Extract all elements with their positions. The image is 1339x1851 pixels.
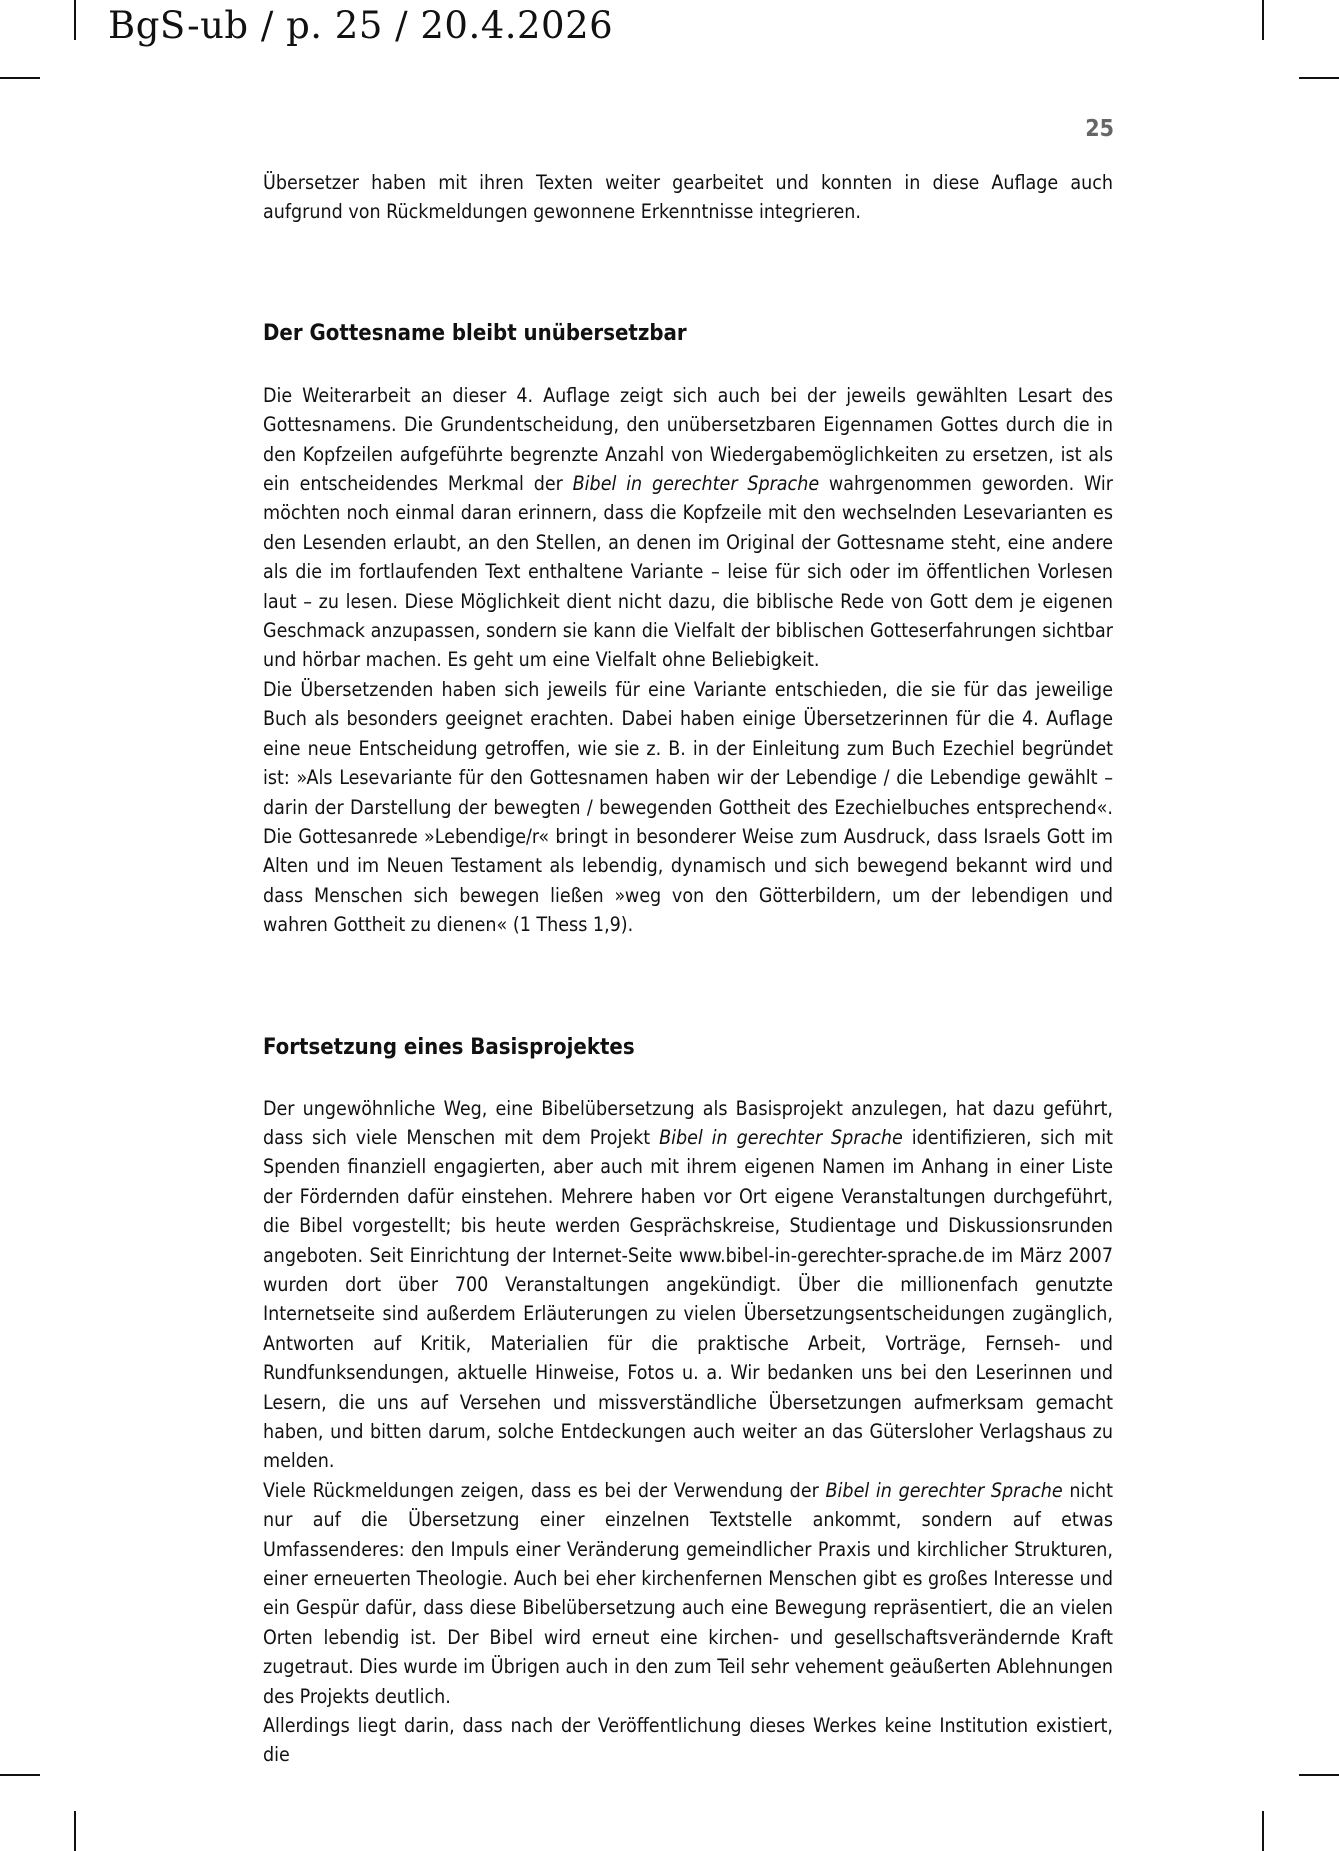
crop-mark-top-right-vertical xyxy=(1262,0,1264,40)
paragraph-basisprojekt-2 xyxy=(263,1476,1113,1711)
paragraph-gottesname-2: Die Übersetzenden haben sich jeweils für eine Variante entschieden, die sie für das jeweilige Buch als besonders geeignet erachten. Dabei haben einige Übersetzerinnen für die 4. Auflage eine neue Entscheidung getroffen, wie sie z. B. in der Einleitung zum Buch Ezechiel begründet ist: »Als Lesevariante für den Gottesnamen haben wir der Lebendige / die Lebendige gewählt – darin der Darstellung der bewegten / bewegenden Gottheit des Ezechielbuches entsprechend«. Die Gottesanrede »Lebendige/r« bringt in besonderer Weise zum Ausdruck, dass Israels Gott im Alten und im Neuen Testament als lebendig, dynamisch und sich bewegend bekannt wird und dass Menschen sich bewegen ließen »weg von den Götterbildern, um der lebendigen und wahren Gottheit zu dienen« (1 Thess 1,9). xyxy=(263,677,1113,937)
italic-title: Bibel in gerechter Sprache xyxy=(572,472,820,496)
crop-mark-bottom-right-horizontal xyxy=(1299,1774,1339,1776)
text-span: Viele Rückmeldungen zeigen, dass es bei der Verwendung der xyxy=(263,1478,826,1502)
intro-paragraph: Übersetzer haben mit ihren Texten weiter gearbeitet und konnten in diese Auflage auch aufgrund von Rückmeldungen gewonnene Erkenntnisse integrieren. xyxy=(263,171,1113,224)
crop-mark-top-left-vertical xyxy=(74,0,76,40)
text-span: identifizieren, sich mit Spenden finanziell engagierten, aber auch mit ihrem eigenen Namen im Anhang in einer Liste der Fördernden dafür einstehen. Mehrere haben vor Ort eigene Veranstaltungen durchgeführt, die Bibel vorgestellt; bis heute werden Gesprächskreise, Studientage und Diskussionsrunden angeboten. Seit Einrichtung der Internet-Seite www.bibel-in-gerechter-sprache.de im März 2007 wurden dort über 700 Veranstaltungen angekündigt. Über die millionenfach genutzte Internetseite sind außerdem Erläuterungen zu vielen Übersetzungsentscheidungen zugänglich, Antworten auf Kritik, Materialien für die praktische Arbeit, Vorträge, Fernseh- und Rundfunksendungen, aktuelle Hinweise, Fotos u. a. Wir bedanken uns bei den Leserinnen und Lesern, die uns auf Versehen und missverständliche Übersetzungen aufmerksam gemacht haben, und bitten darum, solche Entdeckungen auch weiter an das Gütersloher Verlagshaus zu melden. xyxy=(263,1125,1114,1473)
section-heading-basisprojekt: Fortsetzung eines Basisprojektes xyxy=(263,1034,635,1060)
text-span: Die Weiterarbeit an dieser 4. Auflage zeigt sich auch bei der jeweils gewählten Lesart des Gottesnamens. Die Grundentscheidung, den unübersetzbaren Eigennamen Gottes durch die in den Kopfzeilen aufgeführte begrenzte Anzahl von Wiedergabemöglichkeiten zu ersetzen, ist als ein entscheidendes Merkmal der xyxy=(263,383,1113,496)
paragraph-gottesname-1 xyxy=(263,381,1113,675)
body-text xyxy=(263,168,1113,1770)
paragraph-basisprojekt-1 xyxy=(263,1094,1113,1476)
section-heading-gottesname: Der Gottesname bleibt unübersetzbar xyxy=(263,320,687,346)
crop-mark-bottom-left-horizontal xyxy=(0,1774,40,1776)
italic-title: Bibel in gerechter Sprache xyxy=(659,1125,903,1149)
crop-mark-top-left-horizontal xyxy=(0,77,40,79)
italic-title: Bibel in gerechter Sprache xyxy=(825,1478,1063,1502)
crop-mark-top-right-horizontal xyxy=(1299,77,1339,79)
paragraph-basisprojekt-3: Allerdings liegt darin, dass nach der Veröffentlichung dieses Werkes keine Institution existiert, die xyxy=(263,1714,1113,1767)
crop-mark-bottom-left-vertical xyxy=(74,1811,76,1851)
text-span: nicht nur auf die Übersetzung einer einzelnen Textstelle ankommt, sondern auf etwas Umfassenderes: den Impuls einer Veränderung gemeindlicher Praxis und kirchlicher Strukturen, einer erneuerten Theologie. Auch bei eher kirchenfernen Menschen gibt es großes Interesse und ein Gespür dafür, dass diese Bibelübersetzung auch eine Bewegung repräsentiert, die an vielen Orten lebendig ist. Der Bibel wird erneut eine kirchen- und gesellschaftsverändernde Kraft zugetraut. Dies wurde im Übrigen auch in den zum Teil sehr vehement geäußerten Ablehnungen des Projekts deutlich. xyxy=(263,1478,1114,1708)
crop-mark-bottom-right-vertical xyxy=(1262,1811,1264,1851)
text-span: Der ungewöhnliche Weg, eine Bibelübersetzung als Basisprojekt anzulegen, hat dazu geführt, dass sich viele Menschen mit dem Projekt xyxy=(263,1096,1113,1149)
text-span: wahrgenommen geworden. Wir möchten noch einmal daran erinnern, dass die Kopfzeile mit den wechselnden Lesevarianten es den Lesenden erlaubt, an den Stellen, an denen im Original der Gottesname steht, eine andere als die im fortlaufenden Text enthaltene Variante – leise für sich oder im öffentlichen Vorlesen laut – zu lesen. Diese Möglichkeit dient nicht dazu, die biblische Rede von Gott dem je eigenen Geschmack anzupassen, sondern sie kann die Vielfalt der biblischen Gotteserfahrungen sichtbar und hörbar machen. Es geht um eine Vielfalt ohne Beliebigkeit. xyxy=(263,472,1114,672)
page-number: 25 xyxy=(1085,116,1114,142)
print-slug: BgS-ub / p. 25 / 20.4.2026 xyxy=(108,4,614,47)
